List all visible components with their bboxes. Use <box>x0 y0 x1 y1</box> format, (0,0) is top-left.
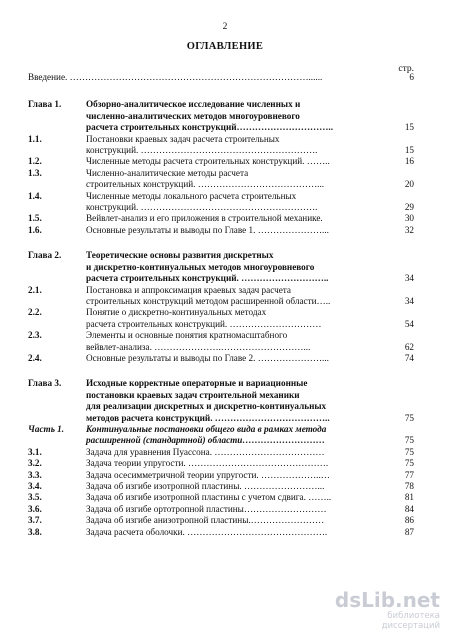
toc-entry-number: 1.3. <box>28 167 42 178</box>
toc-entry-page: 54 <box>404 318 414 329</box>
toc-entry-title: Введение. ……………………………………………………………………...... <box>28 72 323 82</box>
toc-entry <box>28 504 414 515</box>
toc-entry-number: 3.3. <box>28 469 42 480</box>
page-column-label: стр. <box>398 64 414 74</box>
toc-entry-number: 1.4. <box>28 190 42 201</box>
toc-entry <box>28 156 414 167</box>
toc-entry-title: Основные результаты и выводы по Главе 2. …………………... <box>86 352 329 363</box>
toc-entry-number: 3.6. <box>28 503 42 514</box>
toc-entry-page: 75 <box>404 458 414 469</box>
toc-entry <box>28 225 414 236</box>
toc-entry-title: Задача об изгибе анизотропной пластины.…………………… <box>86 515 325 526</box>
toc-entry-page: 87 <box>404 526 414 537</box>
toc-entry-page: 20 <box>404 179 414 190</box>
toc-entry <box>28 191 414 214</box>
toc-entry-page: 75 <box>404 446 414 457</box>
toc-entry-page: 75 <box>404 435 414 446</box>
toc-entry-number: 3.2. <box>28 458 42 469</box>
toc-entry-page: 32 <box>404 224 414 235</box>
toc-entry-title: Постановка и аппроксимация краевых задач расчета строительных конструкций методом расширенной области….. <box>86 284 331 306</box>
table-of-contents <box>28 72 414 538</box>
toc-entry <box>28 72 414 83</box>
toc-entry-number: 1.5. <box>28 213 42 224</box>
toc-entry <box>28 213 414 224</box>
toc-entry-title: Задача об изгибе ортотропной пластины……………………… <box>86 503 327 514</box>
toc-entry-number: Глава 3. <box>28 378 62 389</box>
toc-entry-page: 81 <box>404 492 414 503</box>
toc-entry <box>28 515 414 526</box>
toc-heading: ОГЛАВЛЕНИЕ <box>186 41 264 52</box>
toc-entry <box>28 330 414 353</box>
toc-entry-page: 15 <box>404 122 414 133</box>
toc-entry-number: 3.8. <box>28 526 42 537</box>
toc-entry-number: Глава 1. <box>28 99 62 110</box>
toc-entry-title: Численно-аналитические методы расчета строительных конструкций. …………………………………... <box>86 167 325 190</box>
toc-entry <box>28 353 414 364</box>
toc-entry <box>28 447 414 458</box>
toc-entry-title: Основные результаты и выводы по Главе 1. …………………... <box>86 224 329 235</box>
toc-entry-page: 86 <box>404 515 414 526</box>
toc-entry-number: 2.3. <box>28 330 42 341</box>
toc-entry-title: Численные методы локального расчета строительных конструкций. …………………………………………………. <box>86 190 318 213</box>
toc-entry-page: 34 <box>404 295 414 306</box>
toc-entry <box>28 134 414 157</box>
toc-entry-page: 62 <box>404 341 414 352</box>
toc-entry-number: 3.5. <box>28 492 42 503</box>
toc-entry <box>28 168 414 191</box>
toc-entry-title: Постановки краевых задач расчета строительных конструкций. …………………………………………………. <box>86 133 318 156</box>
toc-entry-page: 75 <box>404 412 414 423</box>
toc-entry-title: Обзорно-аналитическое исследование численных и численно-аналитических методов многоуровневого расчета строительных конструкций………………………….. <box>86 99 334 133</box>
toc-entry-title: Задача теории упругости. ………………………………………. <box>86 458 329 469</box>
toc-entry-page: 77 <box>404 469 414 480</box>
page-number: 2 <box>222 22 228 32</box>
toc-entry-title: Континуальные постановки общего вида в рамках метода расширенной (стандартной) области……………………… <box>86 423 327 446</box>
toc-entry <box>28 424 414 447</box>
toc-entry-title: Задача для уравнения Пуассона. ……………………………… <box>86 446 325 457</box>
toc-entry-number: Глава 2. <box>28 250 62 261</box>
watermark-logo: dsLib.net <box>334 588 440 612</box>
toc-entry-title: Теоретические основы развития дискретных и дискретно-континуальных методов многоуровневого расчета строительных конструкций. ……………………….. <box>86 250 329 284</box>
toc-entry-title: Задача об изгибе изотропной пластины с учетом сдвига. …….. <box>86 492 332 503</box>
toc-entry-number: 1.6. <box>28 224 42 235</box>
toc-entry <box>28 492 414 503</box>
toc-entry-page: 6 <box>409 72 414 82</box>
toc-entry-page: 29 <box>404 202 414 213</box>
toc-entry <box>28 285 414 308</box>
toc-entry-page: 34 <box>404 273 414 284</box>
toc-entry-number: 3.7. <box>28 515 42 526</box>
watermark-tagline: библиотека диссертаций <box>381 611 440 631</box>
toc-entry <box>28 458 414 469</box>
toc-entry-title: Задача осесимметричной теории упругости. ………………..… <box>86 469 330 480</box>
toc-entry-number: 3.4. <box>28 481 42 491</box>
toc-entry-title: Элементы и основные понятия кратномасштабного вейвлет-анализа. ………………….………………………... <box>86 330 311 352</box>
toc-entry-page: 74 <box>404 352 414 363</box>
toc-entry-title: Задача расчета оболочки. ………………………………………. <box>86 526 328 537</box>
toc-entry <box>28 99 414 133</box>
toc-entry <box>28 470 414 481</box>
toc-entry-number: Часть 1. <box>28 423 65 434</box>
toc-entry <box>28 250 414 284</box>
toc-entry-page: 78 <box>404 481 414 491</box>
toc-entry-number: 3.1. <box>28 446 42 457</box>
toc-entry-title: Задача об изгибе изотропной пластины. ……………………... <box>86 481 325 491</box>
toc-entry-number: 2.2. <box>28 307 42 318</box>
toc-entry-page: 15 <box>404 145 414 156</box>
toc-entry-number: 1.1. <box>28 133 42 144</box>
toc-entry <box>28 481 414 492</box>
toc-entry-number: 2.4. <box>28 352 42 363</box>
toc-entry-number: 2.1. <box>28 284 42 295</box>
toc-entry-page: 84 <box>404 503 414 514</box>
toc-entry-page: 30 <box>404 213 414 224</box>
toc-entry <box>28 307 414 330</box>
toc-entry-title: Численные методы расчета строительных конструкций. …….. <box>86 156 330 167</box>
toc-entry <box>28 527 414 538</box>
toc-entry-page: 16 <box>404 156 414 167</box>
toc-entry-number: 1.2. <box>28 156 42 167</box>
toc-entry-title: Вейвлет-анализ и его приложения в строительной механике. <box>86 213 323 224</box>
toc-entry-title: Понятие о дискретно-континуальных методах расчета строительных конструкций. ………………………… <box>86 307 322 329</box>
watermark <box>330 590 440 631</box>
toc-entry <box>28 378 414 424</box>
toc-entry-title: Исходные корректные операторные и вариационные постановки краевых задач строительной механики для реализации дискретных и дискретно-континуальных методов расчета конструкций. ……………………………….. <box>86 378 330 423</box>
